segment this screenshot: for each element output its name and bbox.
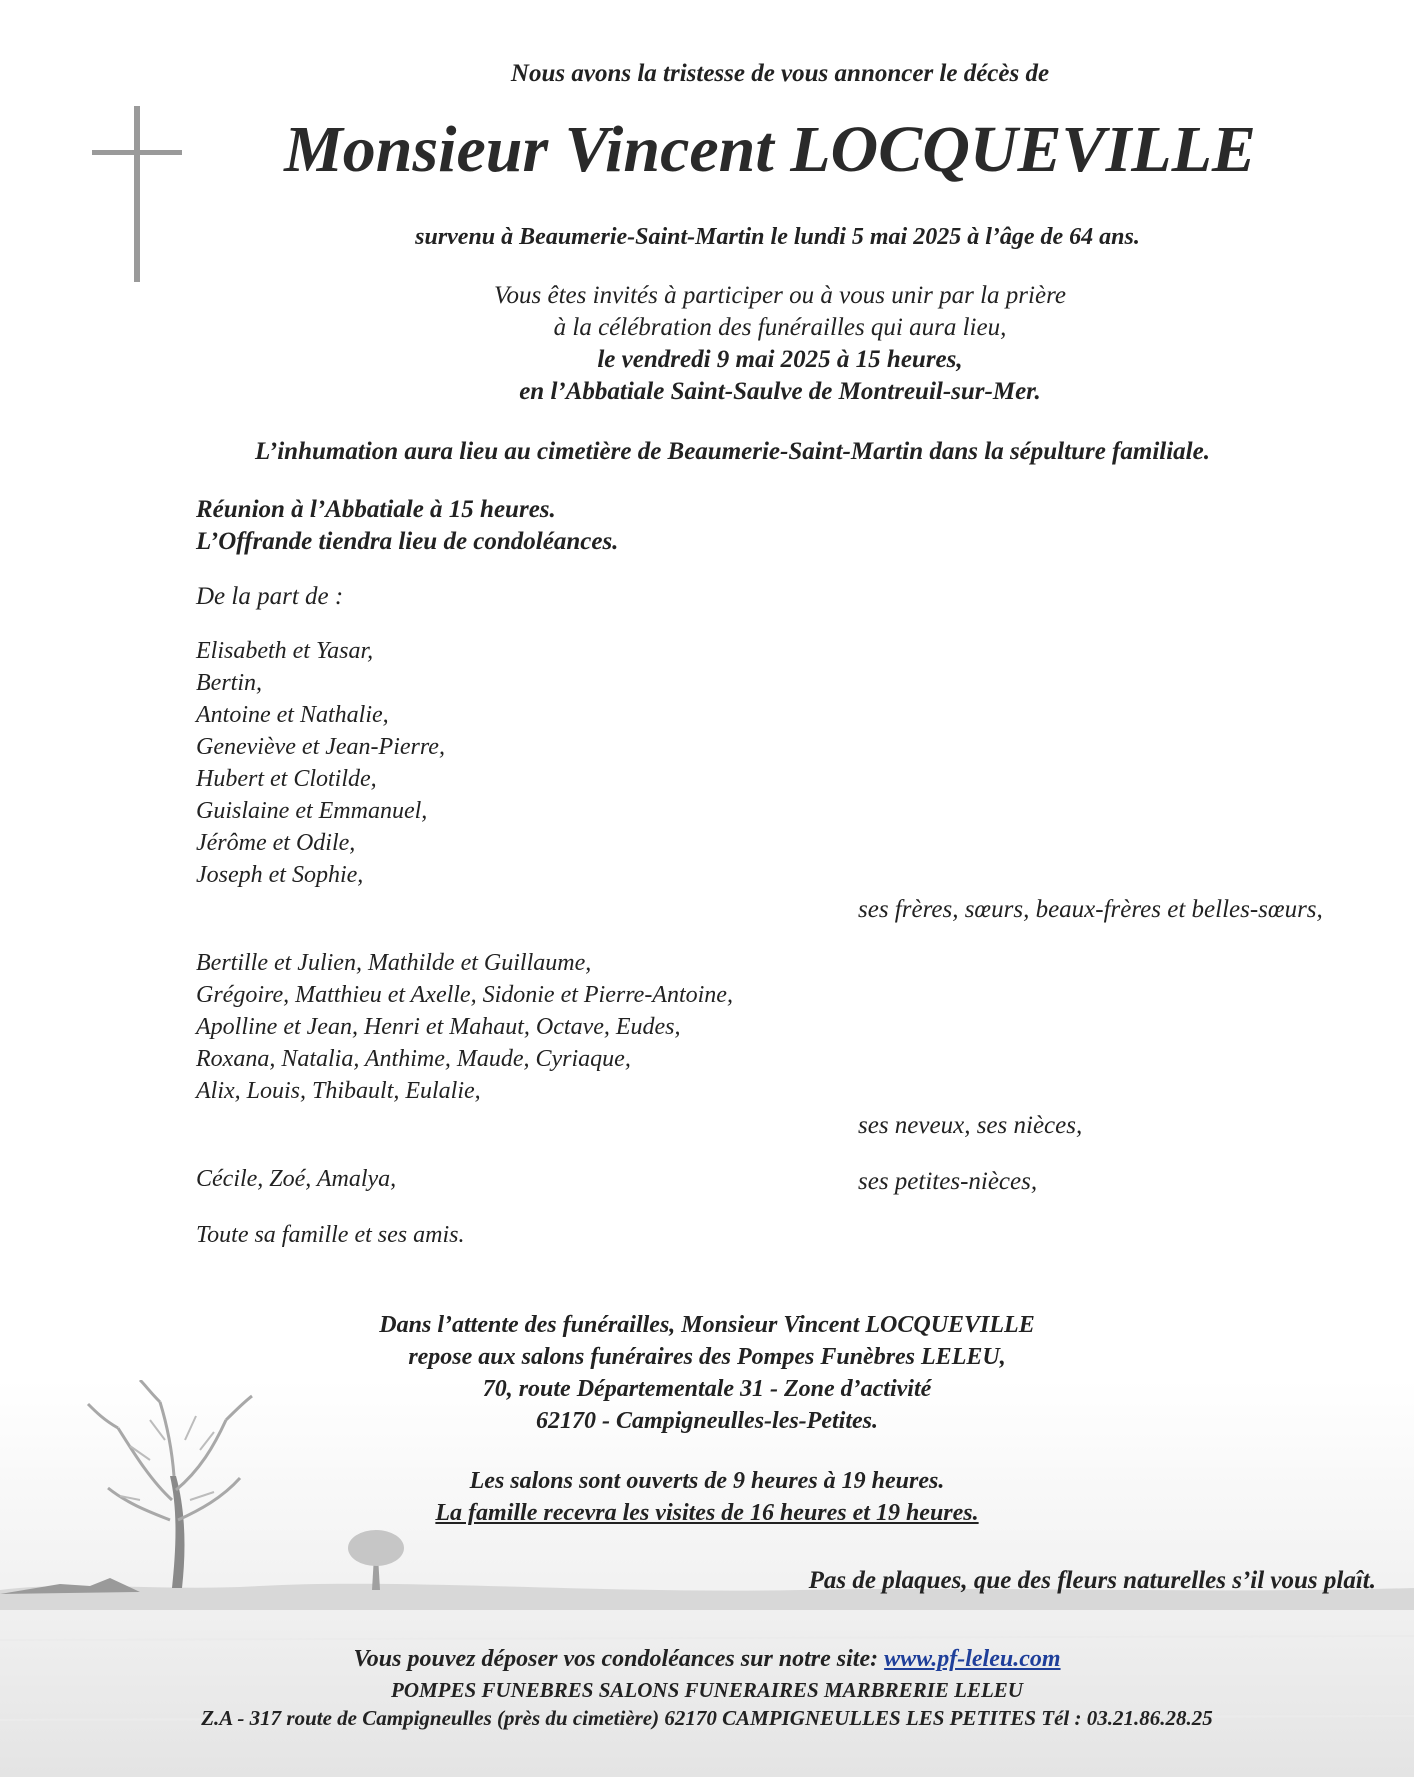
visit-hours: La famille recevra les visites de 16 heures et 19 heures. [435, 1500, 979, 1526]
repose-line-3: 70, route Départementale 31 - Zone d’activité [482, 1376, 932, 1402]
invitation-line-4: en l’Abbatiale Saint-Saulve de Montreuil-sur-Mer. [519, 378, 1041, 405]
company-address: Z.A - 317 route de Campigneulles (près du cimetière) 62170 CAMPIGNEULLES LES PETITES Tél : 03.21.86.28.25 [201, 1706, 1213, 1730]
cross-icon [92, 106, 182, 282]
family-nephew-line: Bertille et Julien, Mathilde et Guillaume, [196, 950, 592, 976]
family-sibling: Jérôme et Odile, [196, 830, 356, 856]
plaques-note: Pas de plaques, que des fleurs naturelles s’il vous plaît. [808, 1567, 1376, 1594]
family-sibling: Antoine et Nathalie, [196, 702, 389, 728]
family-nephew-line: Roxana, Natalia, Anthime, Maude, Cyriaque, [196, 1046, 631, 1072]
family-nephew-line: Alix, Louis, Thibault, Eulalie, [196, 1078, 481, 1104]
family-sibling: Joseph et Sophie, [196, 862, 364, 888]
repose-line-2: repose aux salons funéraires des Pompes Funèbres LELEU, [408, 1344, 1006, 1370]
repose-line-1: Dans l’attente des funérailles, Monsieur Vincent LOCQUEVILLE [379, 1312, 1035, 1338]
family-sibling: Elisabeth et Yasar, [196, 638, 374, 664]
family-nephew-line: Apolline et Jean, Henri et Mahaut, Octave, Eudes, [196, 1014, 681, 1040]
repose-line-4: 62170 - Campigneulles-les-Petites. [536, 1408, 878, 1434]
family-sibling: Guislaine et Emmanuel, [196, 798, 428, 824]
family-all: Toute sa famille et ses amis. [196, 1222, 465, 1248]
family-grand-nieces: Cécile, Zoé, Amalya, [196, 1166, 397, 1192]
salon-hours: Les salons sont ouverts de 9 heures à 19 heures. [469, 1468, 945, 1494]
grand-nieces-relation: ses petites-nièces, [858, 1168, 1038, 1195]
invitation-line-1: Vous êtes invités à participer ou à vous unir par la prière [494, 282, 1066, 309]
website-link[interactable]: www.pf-leleu.com [884, 1646, 1061, 1672]
siblings-relation: ses frères, sœurs, beaux-frères et belles-sœurs, [858, 896, 1323, 923]
family-sibling: Hubert et Clotilde, [196, 766, 377, 792]
invitation-line-2: à la célébration des funérailles qui aura lieu, [553, 314, 1007, 341]
death-line: survenu à Beaumerie-Saint-Martin le lundi 5 mai 2025 à l’âge de 64 ans. [415, 224, 1140, 250]
nephews-relation: ses neveux, ses nièces, [858, 1112, 1083, 1139]
invitation-line-3: le vendredi 9 mai 2025 à 15 heures, [597, 346, 963, 373]
condolences-text: Vous pouvez déposer vos condoléances sur notre site: [353, 1646, 885, 1672]
company-name: POMPES FUNEBRES SALONS FUNERAIRES MARBRERIE LELEU [391, 1678, 1023, 1702]
intro-text: Nous avons la tristesse de vous annoncer le décès de [510, 60, 1050, 87]
condolences-line [0, 1646, 1414, 1673]
deceased-name: Monsieur Vincent LOCQUEVILLE [284, 113, 1256, 186]
family-sibling: Bertin, [196, 670, 262, 696]
reunion-text: Réunion à l’Abbatiale à 15 heures. [196, 496, 556, 523]
inhumation-text: L’inhumation aura lieu au cimetière de Beaumerie-Saint-Martin dans la sépulture familiale. [255, 438, 1210, 465]
offrande-text: L’Offrande tiendra lieu de condoléances. [196, 528, 619, 555]
family-sibling: Geneviève et Jean-Pierre, [196, 734, 445, 760]
de-la-part-label: De la part de : [196, 583, 344, 610]
family-nephew-line: Grégoire, Matthieu et Axelle, Sidonie et Pierre-Antoine, [196, 982, 733, 1008]
